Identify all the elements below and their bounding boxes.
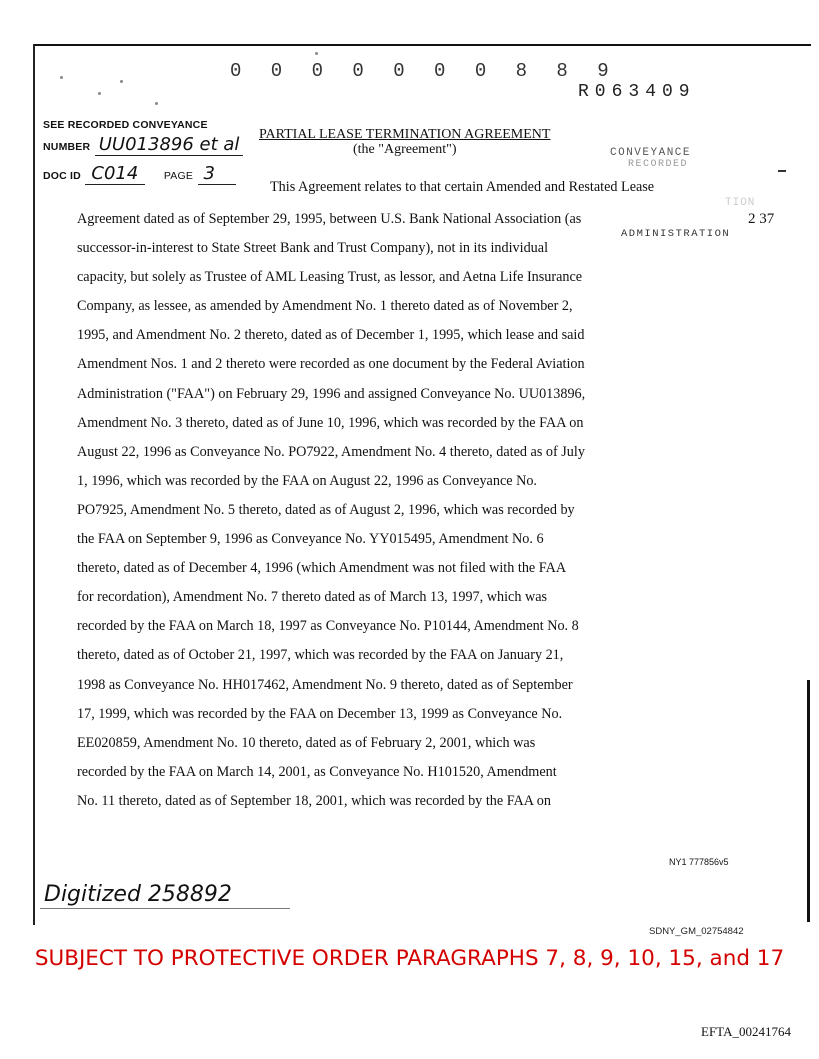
body-line: 17, 1999, which was recorded by the FAA on December 13, 1999 as Conveyance No. bbox=[77, 705, 563, 722]
document-title: PARTIAL LEASE TERMINATION AGREEMENT bbox=[259, 127, 551, 142]
doc-id-stamp bbox=[43, 163, 236, 185]
body-line: Amendment No. 3 thereto, dated as of June 10, 1996, which was recorded by the FAA on bbox=[77, 414, 584, 431]
page-label: PAGE bbox=[163, 170, 194, 182]
body-line: Amendment Nos. 1 and 2 thereto were recorded as one document by the Federal Aviation bbox=[77, 356, 585, 373]
agreement-body bbox=[77, 205, 767, 816]
body-line: EE020859, Amendment No. 10 thereto, dated as of February 2, 2001, which was bbox=[77, 734, 536, 751]
signature-underline bbox=[40, 908, 290, 909]
protective-order-banner: SUBJECT TO PROTECTIVE ORDER PARAGRAPHS 7, 8, 9, 10, 15, and 17 bbox=[34, 946, 785, 971]
scan-mark bbox=[778, 170, 786, 172]
body-line: August 22, 1996 as Conveyance No. PO7922, Amendment No. 4 thereto, dated as of July bbox=[77, 443, 585, 460]
scan-speck bbox=[155, 102, 158, 105]
body-line: thereto, dated as of October 21, 1997, which was recorded by the FAA on January 21, bbox=[77, 647, 564, 664]
document-code: NY1 777856v5 bbox=[669, 857, 729, 867]
body-line: recorded by the FAA on March 18, 1997 as Conveyance No. P10144, Amendment No. 8 bbox=[77, 618, 579, 635]
opening-sentence: This Agreement relates to that certain Amended and Restated Lease bbox=[270, 179, 655, 195]
body-line: thereto, dated as of December 4, 1996 (which Amendment was not filed with the FAA bbox=[77, 560, 567, 577]
scan-speck bbox=[98, 92, 101, 95]
body-line: 1, 1996, which was recorded by the FAA on August 22, 1996 as Conveyance No. bbox=[77, 472, 537, 489]
body-line: Company, as lessee, as amended by Amendment No. 1 thereto dated as of November 2, bbox=[77, 298, 573, 315]
body-line: recorded by the FAA on March 14, 2001, as Conveyance No. H101520, Amendment bbox=[77, 763, 557, 780]
document-subtitle: (the "Agreement") bbox=[353, 142, 457, 157]
efta-number: EFTA_00241764 bbox=[701, 1024, 791, 1039]
conveyance-stamp: CONVEYANCE bbox=[610, 147, 692, 159]
body-line: Administration ("FAA") on February 29, 1996 and assigned Conveyance No. UU013896, bbox=[77, 385, 586, 402]
doc-id-label: DOC ID bbox=[43, 170, 81, 182]
number-label: NUMBER bbox=[43, 141, 91, 153]
page-fragment-number: 2 37 bbox=[748, 211, 775, 227]
faa-stamp-fragment: TION bbox=[725, 197, 756, 209]
doc-id-value: C014 bbox=[85, 163, 145, 185]
faa-administration-stamp: ADMINISTRATION bbox=[621, 228, 731, 240]
body-line: the FAA on September 9, 1996 as Conveyance No. YY015495, Amendment No. 6 bbox=[77, 531, 544, 548]
scan-speck bbox=[60, 76, 63, 79]
recorded-stamp: RECORDED bbox=[628, 159, 689, 170]
body-line: No. 11 thereto, dated as of September 18, 2001, which was recorded by the FAA on bbox=[77, 792, 551, 809]
number-stamp bbox=[43, 134, 243, 155]
record-number: R063409 bbox=[578, 82, 696, 102]
scan-speck bbox=[315, 52, 318, 55]
body-line: 1998 as Conveyance No. HH017462, Amendment No. 9 thereto, dated as of September bbox=[77, 676, 573, 693]
number-value: UU013896 et al bbox=[95, 134, 244, 156]
body-line: 1995, and Amendment No. 2 thereto, dated as of December 1, 1995, which lease and said bbox=[77, 327, 585, 344]
top-document-number: 0 0 0 0 0 0 0 8 8 9 bbox=[230, 60, 618, 82]
body-line: successor-in-interest to State Street Bank and Trust Company), not in its individual bbox=[77, 240, 549, 257]
scan-border-left bbox=[33, 44, 35, 925]
bates-number: SDNY_GM_02754842 bbox=[649, 926, 744, 937]
see-recorded-stamp: SEE RECORDED CONVEYANCE bbox=[43, 119, 208, 131]
scan-border-right bbox=[807, 680, 810, 922]
body-line: for recordation), Amendment No. 7 thereto dated as of March 13, 1997, which was bbox=[77, 589, 548, 606]
body-line: Agreement dated as of September 29, 1995, between U.S. Bank National Association (as bbox=[77, 211, 582, 227]
body-line: PO7925, Amendment No. 5 thereto, dated as of August 2, 1996, which was recorded by bbox=[77, 501, 575, 518]
scan-speck bbox=[120, 80, 123, 83]
handwritten-signature: Digitized 258892 bbox=[44, 882, 232, 907]
body-line: capacity, but solely as Trustee of AML Leasing Trust, as lessor, and Aetna Life Insurance bbox=[77, 269, 583, 286]
page-value: 3 bbox=[198, 163, 236, 185]
scan-border-top bbox=[33, 44, 811, 46]
